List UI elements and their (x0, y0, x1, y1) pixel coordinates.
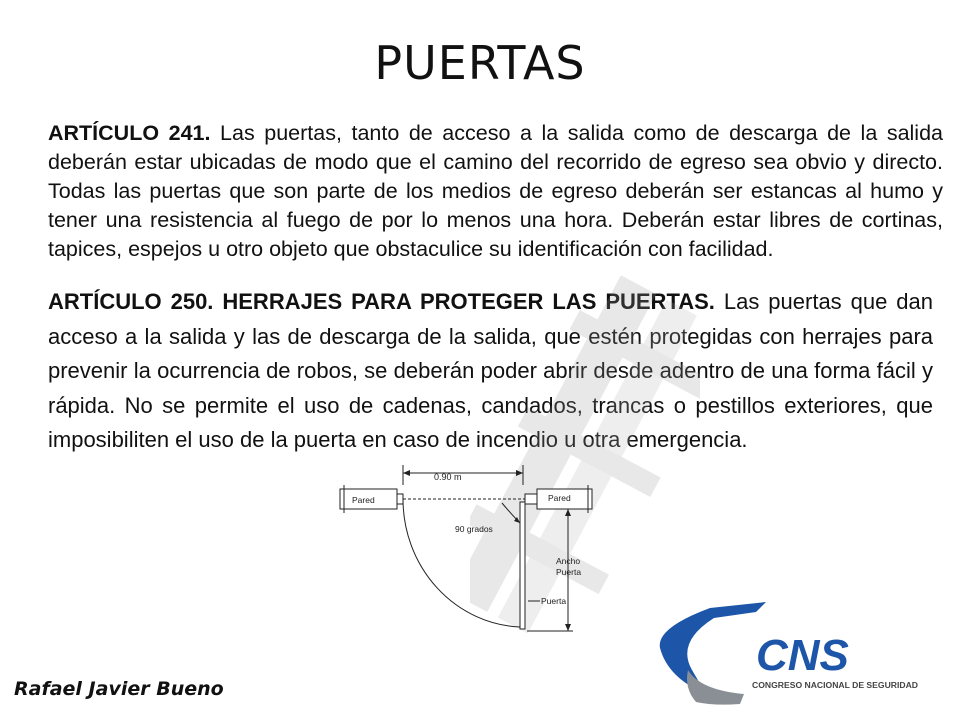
right-wall (525, 485, 592, 513)
logo-subtitle: CONGRESO NACIONAL DE SEGURIDAD (752, 680, 919, 690)
page-title: PUERTAS (374, 36, 586, 90)
wall-left-label: Pared (352, 495, 375, 505)
door-width-label-2: Puerta (556, 567, 582, 577)
door-leaf (520, 502, 525, 629)
door-diagram (330, 455, 600, 650)
width-label: 0.90 m (434, 472, 462, 482)
angle-label: 90 grados (455, 524, 493, 534)
door-label: Puerta (541, 596, 567, 606)
article-heading: ARTÍCULO 250. HERRAJES PARA PROTEGER LAS PUERTAS. (48, 289, 715, 314)
article-241 (48, 119, 943, 264)
article-body: Las puertas, tanto de acceso a la salida como de descarga de la salida deberán estar ubicadas de modo que el camino del recorrido de egreso sea obvio y directo. Todas las puertas que son parte de los medios de egreso deberán ser estancas al humo y tener una resistencia al fuego de por lo menos una hora. Deberán estar libres de cortinas, tapices, espejos u otro objeto que obstaculice su identificación con facilidad. (48, 121, 944, 261)
article-250 (48, 285, 933, 458)
article-heading: ARTÍCULO 241. (48, 121, 211, 145)
logo-acronym: CNS (756, 631, 849, 680)
cns-logo (648, 598, 948, 708)
article-body: Las puertas que dan acceso a la salida y las de descarga de la salida, que estén protegidas con herrajes para prevenir la ocurrencia de robos, se deberán poder abrir desde adentro de una forma fácil y rápida. No se permite el uso de cadenas, candados, trancas o pestillos exteriores, que imposibiliten el uso de la puerta en caso de incendio u otra emergencia. (48, 289, 933, 452)
left-wall (340, 485, 403, 513)
wall-right-label: Pared (548, 493, 571, 503)
door-width-label-1: Ancho (556, 556, 581, 566)
author-name: Rafael Javier Bueno (14, 678, 224, 700)
